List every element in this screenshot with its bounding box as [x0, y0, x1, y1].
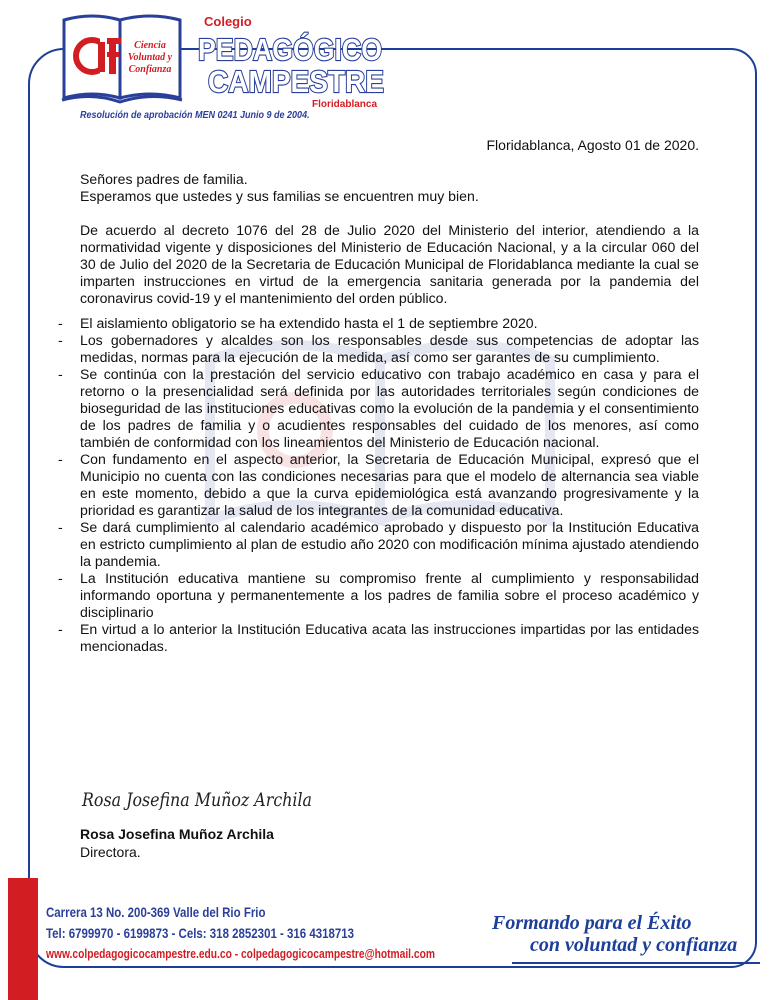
resolucion-text: Resolución de aprobación MEN 0241 Junio 9 de 2004.	[80, 110, 310, 121]
list-item-text: Se continúa con la prestación del servicio educativo con trabajo académico en casa y para el retorno o la presencialidad será definida por las autoridades territoriales según condiciones de bioseguridad de las instituciones educativas como la evolución de la pandemia y el consentimiento de los padres de familia y o acudientes responsables del cuidado de los menores, así como también de conformidad con los lineamientos del Ministerio de Educación nacional.	[80, 366, 699, 450]
footer-phones: Tel: 6799970 - 6199873 - Cels: 318 2852301 - 316 4318713	[46, 925, 355, 941]
handwritten-signature	[82, 784, 322, 814]
greeting-line2: Esperamos que ustedes y sus familias se encuentren muy bien.	[80, 188, 479, 204]
bullet-dash: -	[58, 315, 63, 331]
list-item	[58, 519, 699, 570]
footer-address: Carrera 13 No. 200-369 Valle del Rio Frio	[46, 904, 266, 920]
bullet-dash: -	[58, 332, 63, 348]
signature-script: Rosa Josefina Muñoz Archila	[81, 789, 312, 811]
list-item	[58, 332, 699, 366]
book-text-line1: Ciencia	[134, 40, 166, 51]
signer-name: Rosa Josefina Muñoz Archila	[80, 826, 274, 842]
signer-role: Directora.	[80, 844, 141, 860]
list-item	[58, 315, 699, 332]
red-side-strip	[8, 878, 38, 1000]
list-item	[58, 366, 699, 451]
letter-date: Floridablanca, Agosto 01 de 2020.	[486, 137, 699, 153]
school-logo	[62, 12, 412, 110]
list-item-text: La Institución educativa mantiene su compromiso frente al cumplimiento y responsabilidad informando oportuna y permanentemente a los padres de familia sobre el proceso académico y disciplinario	[80, 570, 699, 620]
book-text-line2: Voluntad y	[127, 52, 173, 63]
book-text-line3: Confianza	[128, 64, 172, 75]
list-item-text: Se dará cumplimiento al calendario académico aprobado y dispuesto por la Institución Educativa en estricto cumplimiento al plan de estudio año 2020 con modificación mínima ajustado atendiendo la pandemia.	[80, 519, 699, 569]
letter-body	[58, 171, 699, 655]
school-name-line1: PEDAGÓGICO	[198, 32, 412, 67]
bullet-dash: -	[58, 621, 63, 637]
list-item	[58, 621, 699, 655]
footer-web-email: www.colpedagogicocampestre.edu.co - colpedagogicocampestre@hotmail.com	[46, 947, 435, 961]
bullet-dash: -	[58, 451, 63, 467]
slogan-line1: Formando para el Éxito	[492, 912, 692, 934]
list-item	[58, 451, 699, 519]
list-item-text: El aislamiento obligatorio se ha extendido hasta el 1 de septiembre 2020.	[80, 315, 538, 331]
slogan-underline	[512, 962, 760, 964]
list-item-text: Los gobernadores y alcaldes son los responsables desde sus competencias de adoptar las medidas, normas para la ejecución de la medida, así como ser garantes de su cumplimiento.	[80, 332, 699, 365]
bullet-dash: -	[58, 366, 63, 382]
city-tag: Floridablanca	[312, 99, 378, 110]
list-item-text: En virtud a lo anterior la Institución Educativa acata las instrucciones impartidas por las entidades mencionadas.	[80, 621, 699, 654]
list-item-text: Con fundamento en el aspecto anterior, la Secretaria de Educación Municipal, expresó que el Municipio no cuenta con las condiciones necesarias para que el modelo de alternancia sea viable en este momento, debido a que la curva epidemiológica está avanzando progresivamente y la prioridad es garantizar la salud de los integrantes de la comunidad educativa.	[80, 451, 699, 518]
school-name-line2: CAMPESTRE	[208, 64, 384, 99]
intro-paragraph: De acuerdo al decreto 1076 del 28 de Julio 2020 del Ministerio del interior, atendiendo a la normatividad vigente y disposiciones del Ministerio de Educación Nacional, y a la circular 060 del 30 de Julio del 2020 de la Secretaria de Educación Municipal de Floridablanca mediante la cual se imparten instrucciones en virtud de la emergencia sanitaria generada por la pandemia del coronavirus covid-19 y el mantenimiento del orden público.	[80, 222, 699, 306]
instructions-list	[58, 315, 699, 655]
greeting-line1: Señores padres de familia.	[80, 171, 248, 187]
footer-contact	[46, 902, 435, 965]
colegio-word: Colegio	[204, 14, 252, 29]
bullet-dash: -	[58, 519, 63, 535]
slogan-line2: con voluntad y confianza	[530, 934, 738, 956]
footer-slogan	[492, 912, 737, 956]
bullet-dash: -	[58, 570, 63, 586]
list-item	[58, 570, 699, 621]
